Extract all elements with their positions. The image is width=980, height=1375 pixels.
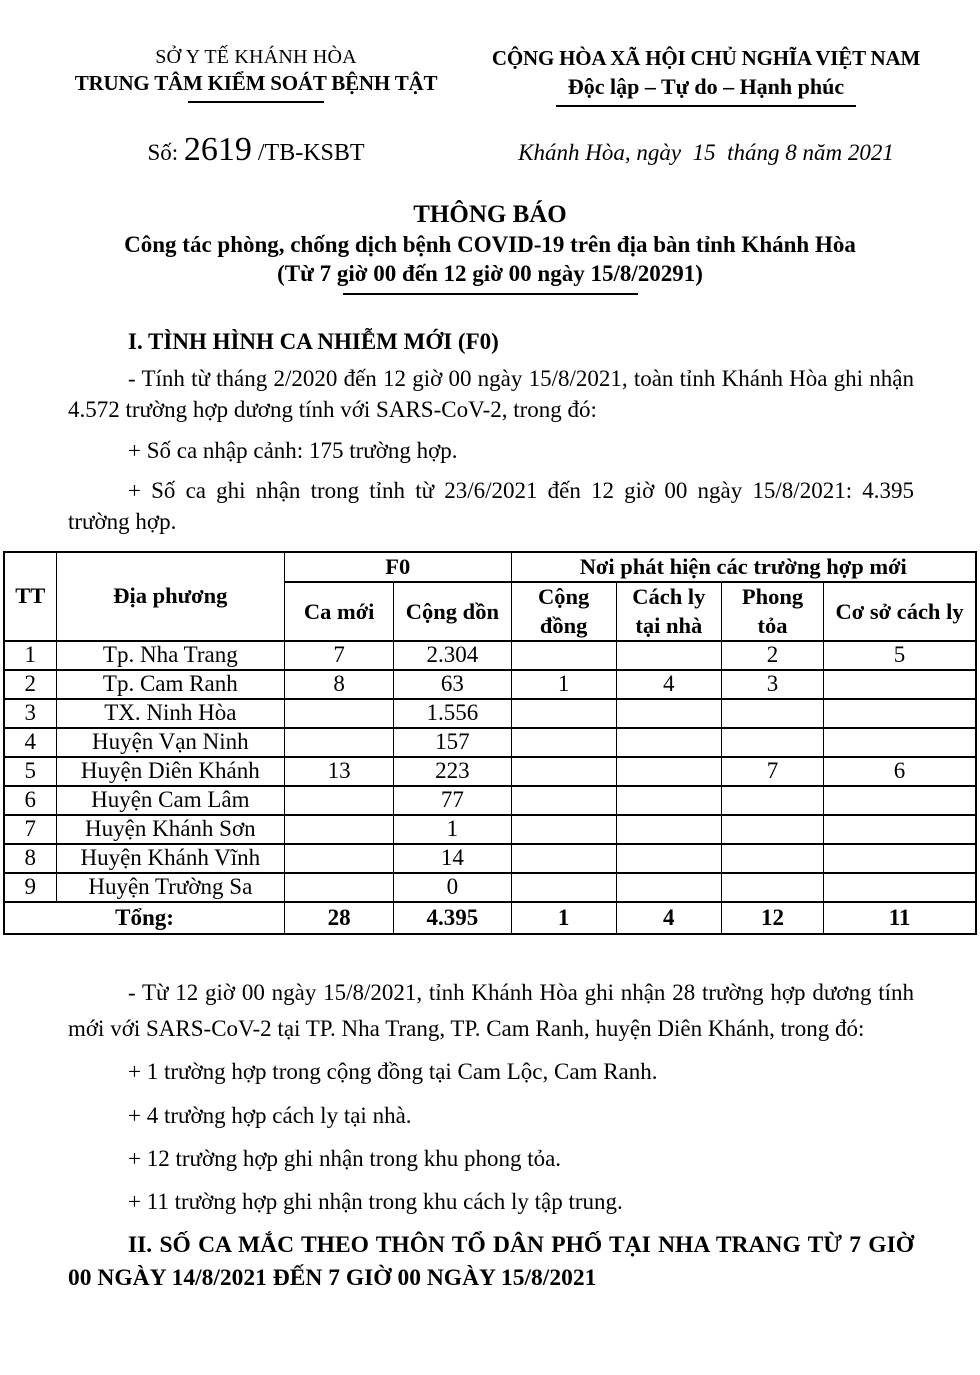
table-row — [4, 728, 976, 757]
table-row — [4, 641, 976, 670]
cell-facility: 5 — [824, 641, 976, 670]
doc-title: THÔNG BÁO — [413, 201, 567, 228]
cell-tt: 9 — [4, 873, 56, 902]
cell-community — [511, 873, 616, 902]
cell-community — [511, 815, 616, 844]
paragraph-community-case: + 1 trường hợp trong cộng đồng tại Cam Lộc, Cam Ranh. — [128, 1059, 658, 1085]
cell-cum: 77 — [394, 786, 511, 815]
cell-location: TX. Ninh Hòa — [56, 699, 284, 728]
cell-lockdown: 2 — [721, 641, 823, 670]
cell-community — [511, 641, 616, 670]
cell-new: 7 — [285, 641, 394, 670]
title-underline — [343, 293, 638, 295]
cell-tt: 2 — [4, 670, 56, 699]
col-header-tt: TT — [4, 552, 56, 640]
doc-date-range: (Từ 7 giờ 00 đến 12 giờ 00 ngày 15/8/20291) — [277, 261, 703, 286]
cell-home — [616, 728, 721, 757]
cell-facility — [824, 670, 976, 699]
cell-location: Huyện Diên Khánh — [56, 757, 284, 786]
col-header-new-cases: Ca mới — [285, 582, 394, 640]
cell-cum: 1 — [394, 815, 511, 844]
doc-number-suffix: /TB-KSBT — [251, 140, 365, 166]
cell-facility — [824, 786, 976, 815]
cell-location: Huyện Vạn Ninh — [56, 728, 284, 757]
cell-total-cum: 4.395 — [394, 902, 511, 934]
cell-cum: 157 — [394, 728, 511, 757]
doc-number-label: Số: — [147, 140, 184, 165]
cell-lockdown — [721, 873, 823, 902]
cell-tt: 1 — [4, 641, 56, 670]
cell-total-new: 28 — [285, 902, 394, 934]
table-row — [4, 757, 976, 786]
paragraph-overview: - Tính từ tháng 2/2020 đến 12 giờ 00 ngày 15/8/2021, toàn tỉnh Khánh Hòa ghi nhận 4.572 trường hợp dương tính với SARS-CoV-2, trong đó: — [68, 366, 914, 423]
cell-total-facility: 11 — [824, 902, 976, 934]
cell-total-lockdown: 12 — [721, 902, 823, 934]
cell-new — [285, 786, 394, 815]
cell-facility — [824, 699, 976, 728]
table-row — [4, 815, 976, 844]
title-block — [0, 201, 980, 295]
table-row — [4, 699, 976, 728]
cell-location: Tp. Nha Trang — [56, 641, 284, 670]
section-1-heading: I. TÌNH HÌNH CA NHIỄM MỚI (F0) — [128, 329, 499, 354]
cell-new: 8 — [285, 670, 394, 699]
cell-facility — [824, 815, 976, 844]
table-row — [4, 670, 976, 699]
col-header-cumulative: Cộng dồn — [394, 582, 511, 640]
cell-cum: 2.304 — [394, 641, 511, 670]
paragraph-imported-cases: + Số ca nhập cảnh: 175 trường hợp. — [128, 437, 458, 463]
cell-community — [511, 786, 616, 815]
cell-cum: 14 — [394, 844, 511, 873]
col-header-home-quarantine: Cách ly tại nhà — [616, 582, 721, 640]
cell-community — [511, 699, 616, 728]
col-header-lockdown: Phong tỏa — [721, 582, 823, 640]
cell-location: Huyện Khánh Vĩnh — [56, 844, 284, 873]
cell-lockdown: 3 — [721, 670, 823, 699]
table-row — [4, 786, 976, 815]
cell-tt: 7 — [4, 815, 56, 844]
document-header — [0, 46, 980, 107]
national-motto: Độc lập – Tự do – Hạnh phúc — [567, 74, 845, 99]
cell-lockdown — [721, 844, 823, 873]
cell-location: Huyện Cam Lâm — [56, 786, 284, 815]
cases-table — [3, 551, 977, 934]
cell-new — [285, 699, 394, 728]
cell-facility — [824, 728, 976, 757]
paragraph-local-cases: + Số ca ghi nhận trong tỉnh từ 23/6/2021 đến 12 giờ 00 ngày 15/8/2021: 4.395 trường hợp. — [68, 477, 914, 535]
cell-home — [616, 873, 721, 902]
col-header-community: Cộng đồng — [511, 582, 616, 640]
cell-new: 13 — [285, 757, 394, 786]
paragraph-home-quarantine-cases: + 4 trường hợp cách ly tại nhà. — [128, 1102, 412, 1128]
cell-home — [616, 844, 721, 873]
doc-date-line: Khánh Hòa, ngày 15 tháng 8 năm 2021 — [518, 140, 894, 165]
cell-lockdown — [721, 728, 823, 757]
col-header-detection: Nơi phát hiện các trường hợp mới — [511, 552, 976, 582]
paragraph-facility-cases: + 11 trường hợp ghi nhận trong khu cách ly tập trung. — [128, 1189, 623, 1215]
cell-cum: 63 — [394, 670, 511, 699]
col-header-quarantine-facility: Cơ sở cách ly — [824, 582, 976, 640]
cell-facility — [824, 844, 976, 873]
cell-location: Huyện Khánh Sơn — [56, 815, 284, 844]
cell-new — [285, 815, 394, 844]
cell-community: 1 — [511, 670, 616, 699]
cell-home — [616, 786, 721, 815]
cell-tt: 6 — [4, 786, 56, 815]
cell-cum: 1.556 — [394, 699, 511, 728]
cell-tt: 4 — [4, 728, 56, 757]
national-header-block — [468, 46, 944, 107]
cell-lockdown — [721, 786, 823, 815]
cell-home — [616, 641, 721, 670]
cell-total-label: Tổng: — [4, 902, 285, 934]
motto-underline — [556, 105, 856, 107]
national-name: CỘNG HÒA XÃ HỘI CHỦ NGHĨA VIỆT NAM — [491, 46, 921, 70]
issuing-org-block — [46, 46, 466, 107]
cell-community — [511, 844, 616, 873]
cell-new — [285, 728, 394, 757]
cell-total-home: 4 — [616, 902, 721, 934]
col-header-location: Địa phương — [56, 552, 284, 640]
cell-home — [616, 815, 721, 844]
parent-org-name: SỞ Y TẾ KHÁNH HÒA — [155, 46, 357, 68]
doc-number-line — [46, 131, 466, 169]
paragraph-new-cases-summary: - Từ 12 giờ 00 ngày 15/8/2021, tỉnh Khánh Hòa ghi nhận 28 trường hợp dương tính mới với SARS-CoV-2 tại TP. Nha Trang, TP. Cam Ranh, huyện Diên Khánh, trong đó: — [68, 979, 914, 1042]
cell-lockdown — [721, 699, 823, 728]
cell-lockdown — [721, 815, 823, 844]
doc-subtitle: Công tác phòng, chống dịch bệnh COVID-19 trên địa bàn tỉnh Khánh Hòa — [124, 232, 856, 257]
cell-community — [511, 757, 616, 786]
table-total-row — [4, 902, 976, 934]
cell-community — [511, 728, 616, 757]
section-2-heading: II. SỐ CA MẮC THEO THÔN TỔ DÂN PHỐ TẠI NHA TRANG TỪ 7 GIỜ 00 NGÀY 14/8/2021 ĐẾN 7 GIỜ 00 NGÀY 15/8/2021 — [68, 1231, 914, 1291]
cell-location: Huyện Trường Sa — [56, 873, 284, 902]
cell-home — [616, 699, 721, 728]
paragraph-lockdown-cases: + 12 trường hợp ghi nhận trong khu phong tỏa. — [128, 1146, 562, 1172]
cell-tt: 8 — [4, 844, 56, 873]
cell-location: Tp. Cam Ranh — [56, 670, 284, 699]
cell-facility — [824, 873, 976, 902]
cell-home — [616, 757, 721, 786]
cell-cum: 223 — [394, 757, 511, 786]
cell-tt: 3 — [4, 699, 56, 728]
doc-meta-row — [0, 131, 980, 169]
cell-tt: 5 — [4, 757, 56, 786]
org-underline — [188, 101, 324, 103]
table-row — [4, 844, 976, 873]
org-name: TRUNG TÂM KIỂM SOÁT BỆNH TẬT — [74, 71, 438, 95]
cell-cum: 0 — [394, 873, 511, 902]
cell-new — [285, 873, 394, 902]
cell-facility: 6 — [824, 757, 976, 786]
col-header-f0: F0 — [285, 552, 511, 582]
cell-new — [285, 844, 394, 873]
cell-home: 4 — [616, 670, 721, 699]
cell-lockdown: 7 — [721, 757, 823, 786]
cell-total-community: 1 — [511, 902, 616, 934]
table-row — [4, 873, 976, 902]
doc-number: 2619 — [183, 131, 252, 168]
